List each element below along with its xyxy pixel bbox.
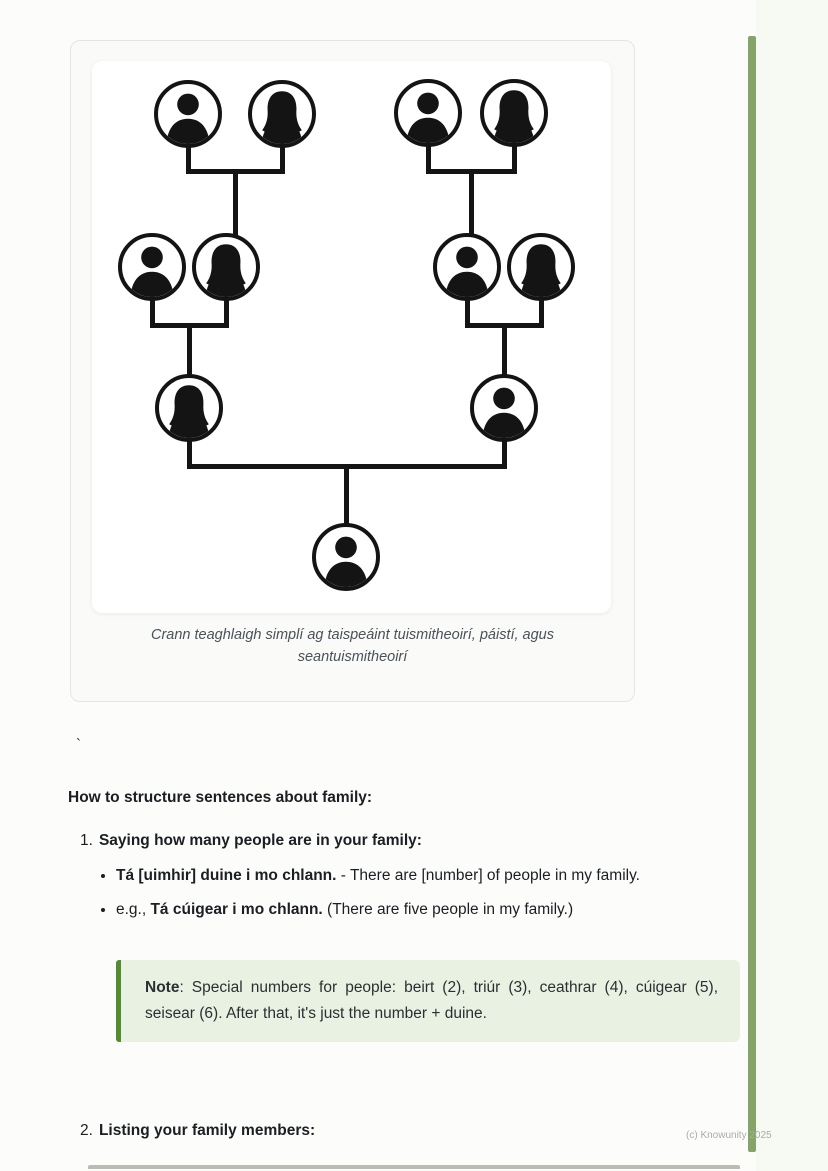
irish-phrase: Tá cúigear i mo chlann. — [150, 901, 323, 919]
watermark: (c) Knowunity 2025 — [686, 1130, 772, 1141]
section-heading: How to structure sentences about family: — [68, 789, 373, 806]
note-text: : Special numbers for people: beirt (2), triúr (3), ceathrar (4), cúigear (5), seisear (6). After that, it's just the number + duine. — [145, 979, 718, 1022]
page-edge-bar — [748, 36, 756, 1152]
avatar-mother-left — [192, 233, 260, 301]
example-prefix: e.g., — [116, 901, 151, 919]
avatar-parent-right — [470, 374, 538, 442]
connector-line — [465, 299, 470, 326]
avatar-father-right — [433, 233, 501, 301]
list-item-2 — [80, 1122, 315, 1140]
irish-phrase: Tá [uimhir] duine i mo chlann. — [116, 867, 337, 884]
list-item-title: Listing your family members: — [98, 1122, 316, 1139]
connector-line — [233, 169, 238, 241]
note-callout — [116, 960, 740, 1042]
list-item-number: 1. — [80, 832, 93, 849]
phrase-translation: - There are [number] of people in my family. — [336, 867, 640, 884]
page-right-margin — [756, 0, 828, 1171]
connector-line — [539, 299, 544, 326]
note-label: Note — [145, 979, 180, 996]
avatar-grandmother-right — [480, 79, 548, 147]
connector-line — [224, 299, 229, 326]
family-tree-figure — [70, 40, 635, 702]
avatar-mother-right — [507, 233, 575, 301]
family-tree-diagram — [92, 61, 611, 613]
avatar-father-left — [118, 233, 186, 301]
avatar-grandmother-left — [248, 80, 316, 148]
connector-line — [502, 440, 507, 467]
avatar-grandfather-left — [154, 80, 222, 148]
avatar-grandfather-right — [394, 79, 462, 147]
figure-caption: Crann teaghlaigh simplí ag taispeáint tuismitheoirí, páistí, agus seantuismitheoirí — [151, 627, 554, 665]
connector-line — [469, 169, 474, 241]
avatar-parent-left — [155, 374, 223, 442]
next-section-edge — [88, 1165, 740, 1169]
list-item-1 — [80, 832, 422, 850]
list-item-number: 2. — [80, 1122, 93, 1139]
phrase-translation: (There are five people in my family.) — [322, 901, 574, 919]
connector-line — [150, 299, 155, 326]
bullet-list — [98, 864, 716, 933]
stray-backtick: ` — [76, 736, 81, 753]
bullet-item — [116, 898, 683, 921]
connector-line — [187, 440, 192, 467]
bullet-item — [116, 864, 683, 887]
list-item-title: Saying how many people are in your family: — [98, 832, 422, 849]
avatar-child — [312, 523, 380, 591]
